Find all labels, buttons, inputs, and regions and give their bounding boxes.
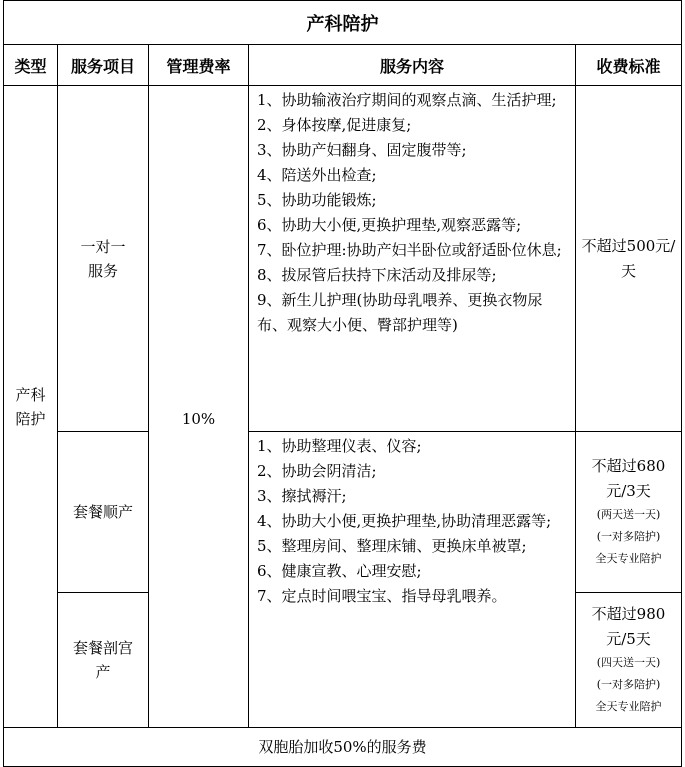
content-line: 2、协助会阴清洁; [257, 462, 377, 480]
content-line: 6、健康宣教、心理安慰; [257, 562, 422, 580]
management-rate-cell [148, 85, 249, 728]
header-rate-text: 管理费率 [166, 56, 231, 76]
fee-note: (两天送一天) [596, 508, 661, 521]
fee-natural-birth [575, 431, 682, 593]
content-line: 3、擦拭褥汗; [257, 487, 347, 505]
table-title-text: 产科陪护 [306, 13, 379, 35]
content-line: 8、拔尿管后扶持下床活动及排尿等; [257, 266, 497, 284]
header-content-text: 服务内容 [379, 56, 444, 76]
content-line: 2、身体按摩,促进康复; [257, 116, 412, 134]
fee-note: 全天专业陪护 [595, 700, 662, 713]
fee-note: (一对多陪护) [596, 530, 661, 543]
content-line: 1、协助输液治疗期间的观察点滴、生活护理; [257, 91, 557, 109]
content-line: 7、定点时间喂宝宝、指导母乳喂养。 [257, 587, 507, 605]
header-content [248, 44, 576, 86]
fee-one-on-one [575, 85, 682, 432]
type-cell [3, 85, 58, 728]
service-content-package [248, 431, 576, 728]
type-label: 产科陪护 [15, 385, 46, 428]
content-line: 5、协助功能锻炼; [257, 191, 377, 209]
header-fee [575, 44, 682, 86]
content-line: 1、协助整理仪表、仪容; [257, 437, 422, 455]
service-item-one-on-one [57, 85, 149, 432]
table-title [3, 0, 682, 45]
content-line: 7、卧位护理:协助产妇半卧位或舒适卧位休息; [257, 241, 562, 259]
fee-note: (四天送一天) [596, 656, 661, 669]
service-item-natural-birth [57, 431, 149, 593]
header-type-text: 类型 [14, 56, 47, 76]
footer-note [3, 727, 682, 767]
fee-text: 不超过980元/5天 [591, 605, 666, 648]
header-type [3, 44, 58, 86]
header-item-text: 服务项目 [70, 56, 135, 76]
fee-note: 全天专业陪护 [595, 552, 662, 565]
content-line: 4、陪送外出检查; [257, 166, 377, 184]
fee-text: 不超过500元/天 [581, 236, 676, 280]
content-line: 3、协助产妇翻身、固定腹带等; [257, 141, 467, 159]
header-fee-text: 收费标准 [596, 56, 661, 76]
header-item [57, 44, 149, 86]
service-name: 套餐顺产 [72, 503, 133, 521]
content-line: 5、整理房间、整理床铺、更换床单被罩; [257, 537, 527, 555]
footer-text: 双胞胎加收50%的服务费 [258, 738, 427, 756]
content-line: 9、新生儿护理(协助母乳喂养、更换衣物尿布、观察大小便、臀部护理等) [257, 291, 543, 334]
service-item-cesarean [57, 592, 149, 728]
management-rate: 10% [181, 409, 216, 428]
content-line: 4、协助大小便,更换护理垫,协助清理恶露等; [257, 512, 552, 530]
fee-cesarean [575, 592, 682, 728]
header-rate [148, 44, 249, 86]
service-content-one-on-one [248, 85, 576, 432]
content-line: 6、协助大小便,更换护理垫,观察恶露等; [257, 216, 522, 234]
fee-note: (一对多陪护) [596, 678, 661, 691]
service-name: 套餐剖宫产 [72, 639, 133, 681]
service-name: 一对一服务 [80, 237, 126, 280]
fee-text: 不超过680元/3天 [591, 457, 666, 500]
